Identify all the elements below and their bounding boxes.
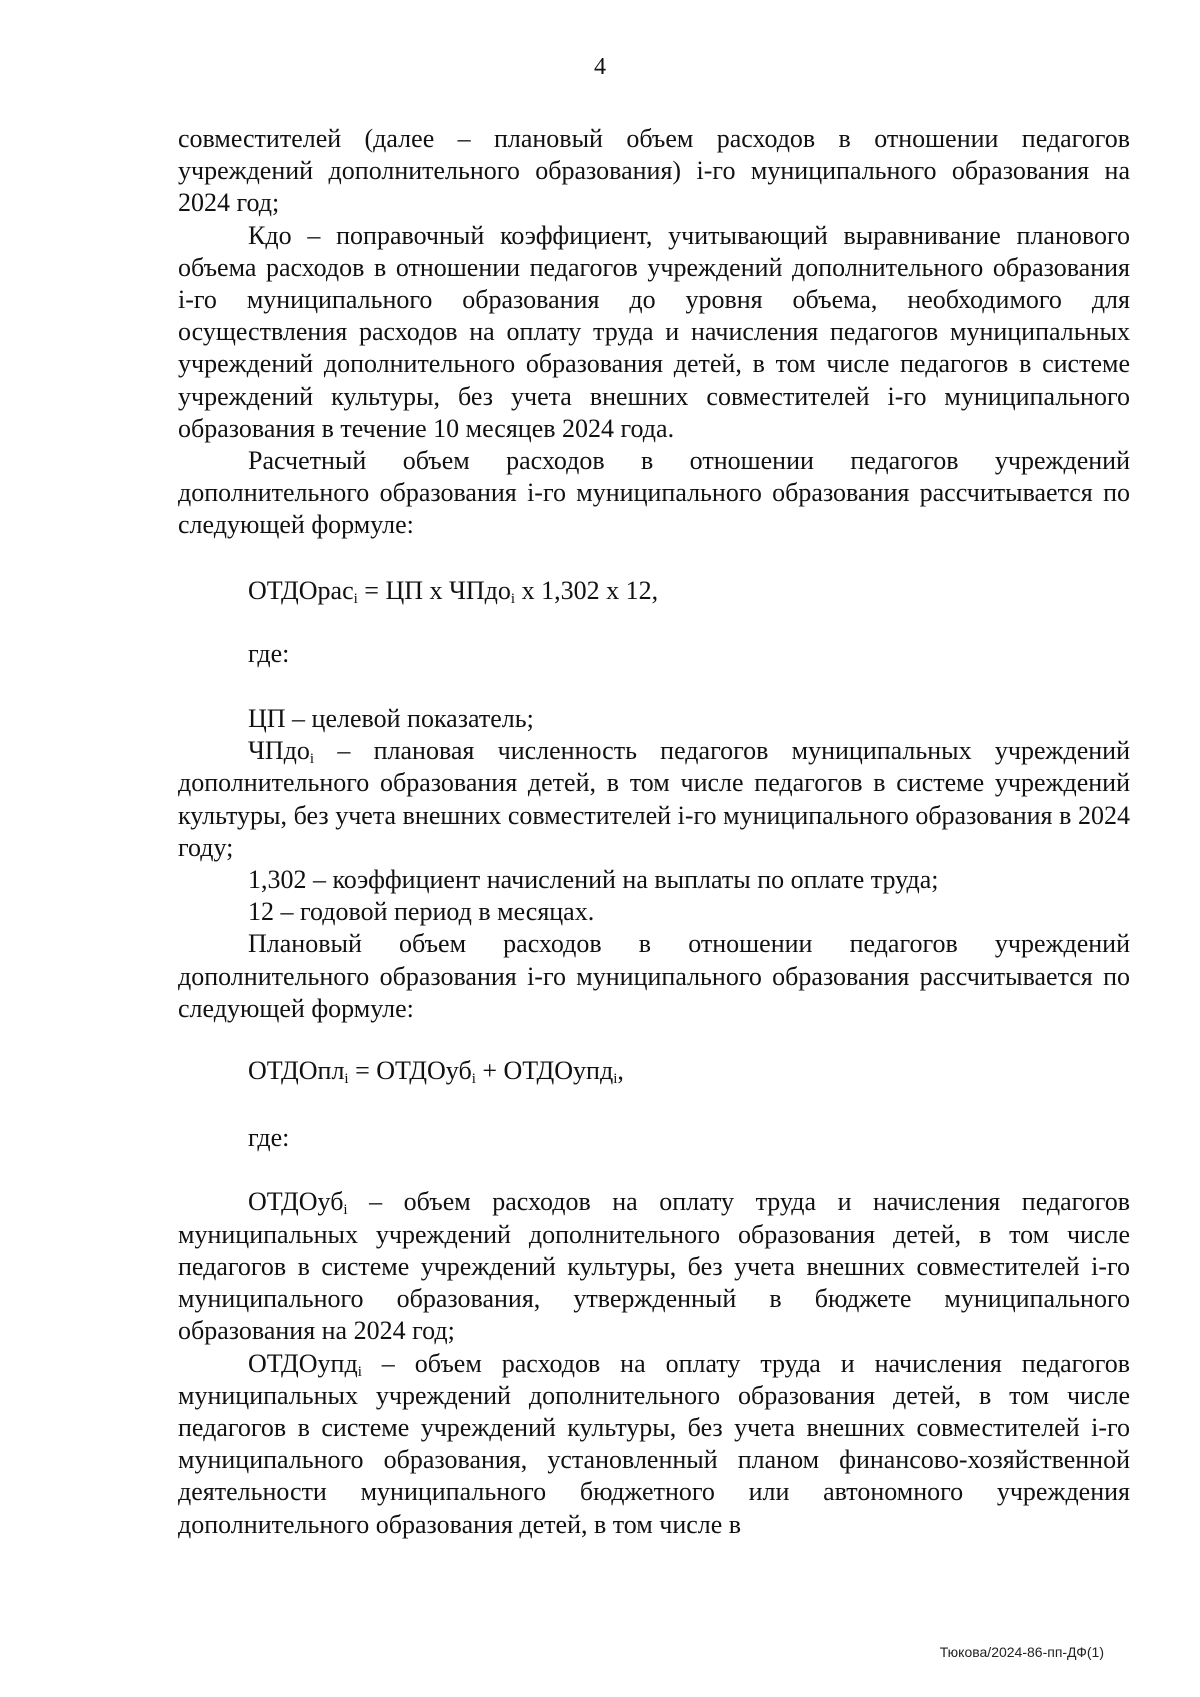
paragraph-coefficient-definition: 1,302 – коэффициент начислений на выплаты по оплате труда; xyxy=(248,865,939,895)
paragraph-calc-volume-intro: Расчетный объем расходов в отношении педагогов учреждений дополнительного образования i-го муниципального образования рассчитывается по следующей формуле: xyxy=(178,446,1130,540)
paragraph-text: – объем расходов на оплату труда и начисления педагогов муниципальных учреждений дополнительного образования детей, в том числе педагогов в системе учреждений культуры, без учета внешних совместителей i-го муниципального образования, установленный планом финансово-хозяйственной деятельности муниципального бюджетного или автономного учреждения дополнительного образования детей, в том числе в xyxy=(178,1348,1130,1539)
paragraph-chpdo-definition xyxy=(178,735,1130,864)
page-number: 4 xyxy=(594,54,606,80)
formula-term: ОТДОпл xyxy=(248,1056,345,1086)
document-body xyxy=(178,123,1130,1541)
formula-term: ОТДОрас xyxy=(248,575,354,605)
formula-term: , xyxy=(617,1056,624,1086)
formula-term: = ЦП х ЧПдо xyxy=(357,575,511,605)
term-subscript: i xyxy=(357,1363,362,1380)
formula-subscript: i xyxy=(471,1071,476,1088)
paragraph-otdoupd-definition xyxy=(178,1348,1130,1541)
formula-subscript: i xyxy=(510,590,516,607)
paragraph-text: – объем расходов на оплату труда и начисления педагогов муниципальных учреждений дополнительного образования детей, в том числе педагогов в системе учреждений культуры, без учета внешних совместителей i-го муниципального образования, утвержденный в бюджете муниципального образования на 2024 год; xyxy=(178,1187,1130,1346)
paragraph-plan-volume-intro: Плановый объем расходов в отношении педагогов учреждений дополнительного образования i-го муниципального образования рассчитывается по следующей формуле: xyxy=(178,929,1130,1023)
term-otdoupd: ОТДОупд xyxy=(248,1348,358,1378)
term-subscript: i xyxy=(343,1202,348,1219)
paragraph-kdo-definition: Кдо – поправочный коэффициент, учитывающий выравнивание планового объема расходов в отношении педагогов учреждений дополнительного образования i-го муниципального образования до уровня объема, необходимого для осуществления расходов на оплату труда и начисления педагогов муниципальных учреждений дополнительного образования детей, в том числе педагогов в системе учреждений культуры, без учета внешних совместителей i-го муниципального образования в течение 10 месяцев 2024 года. xyxy=(178,220,1130,443)
formula-otdo-ras xyxy=(178,575,1130,607)
paragraph-period-definition: 12 – годовой период в месяцах. xyxy=(248,897,595,927)
paragraph-cp-definition: ЦП – целевой показатель; xyxy=(248,704,534,734)
paragraph-text: – плановая численность педагогов муниципальных учреждений дополнительного образования детей, в том числе педагогов в системе учреждений культуры, без учета внешних совместителей i-го муниципального образования в 2024 году; xyxy=(178,736,1130,862)
formula-subscript: i xyxy=(353,590,358,607)
where-label-2: где: xyxy=(248,1123,290,1153)
where-label-1: где: xyxy=(248,638,290,668)
formula-term: = ОТДОуб xyxy=(348,1056,472,1086)
formula-term: х 1,302 х 12, xyxy=(515,575,659,605)
formula-subscript: i xyxy=(613,1071,618,1088)
term-chpdo: ЧПдо xyxy=(248,736,310,766)
formula-otdo-pl xyxy=(178,1055,1130,1087)
term-subscript: i xyxy=(309,751,315,768)
paragraph-continuation: совместителей (далее – плановый объем расходов в отношении педагогов учреждений дополнительного образования) i-го муниципального образования на 2024 год; xyxy=(178,124,1130,218)
term-otdoub: ОТДОуб xyxy=(248,1187,344,1217)
formula-term: + ОТДОупд xyxy=(475,1056,614,1086)
formula-subscript: i xyxy=(344,1071,349,1088)
document-stamp: Тюкова/2024-86-пп-ДФ(1) xyxy=(939,1644,1104,1660)
paragraph-otdoub-definition xyxy=(178,1186,1130,1347)
